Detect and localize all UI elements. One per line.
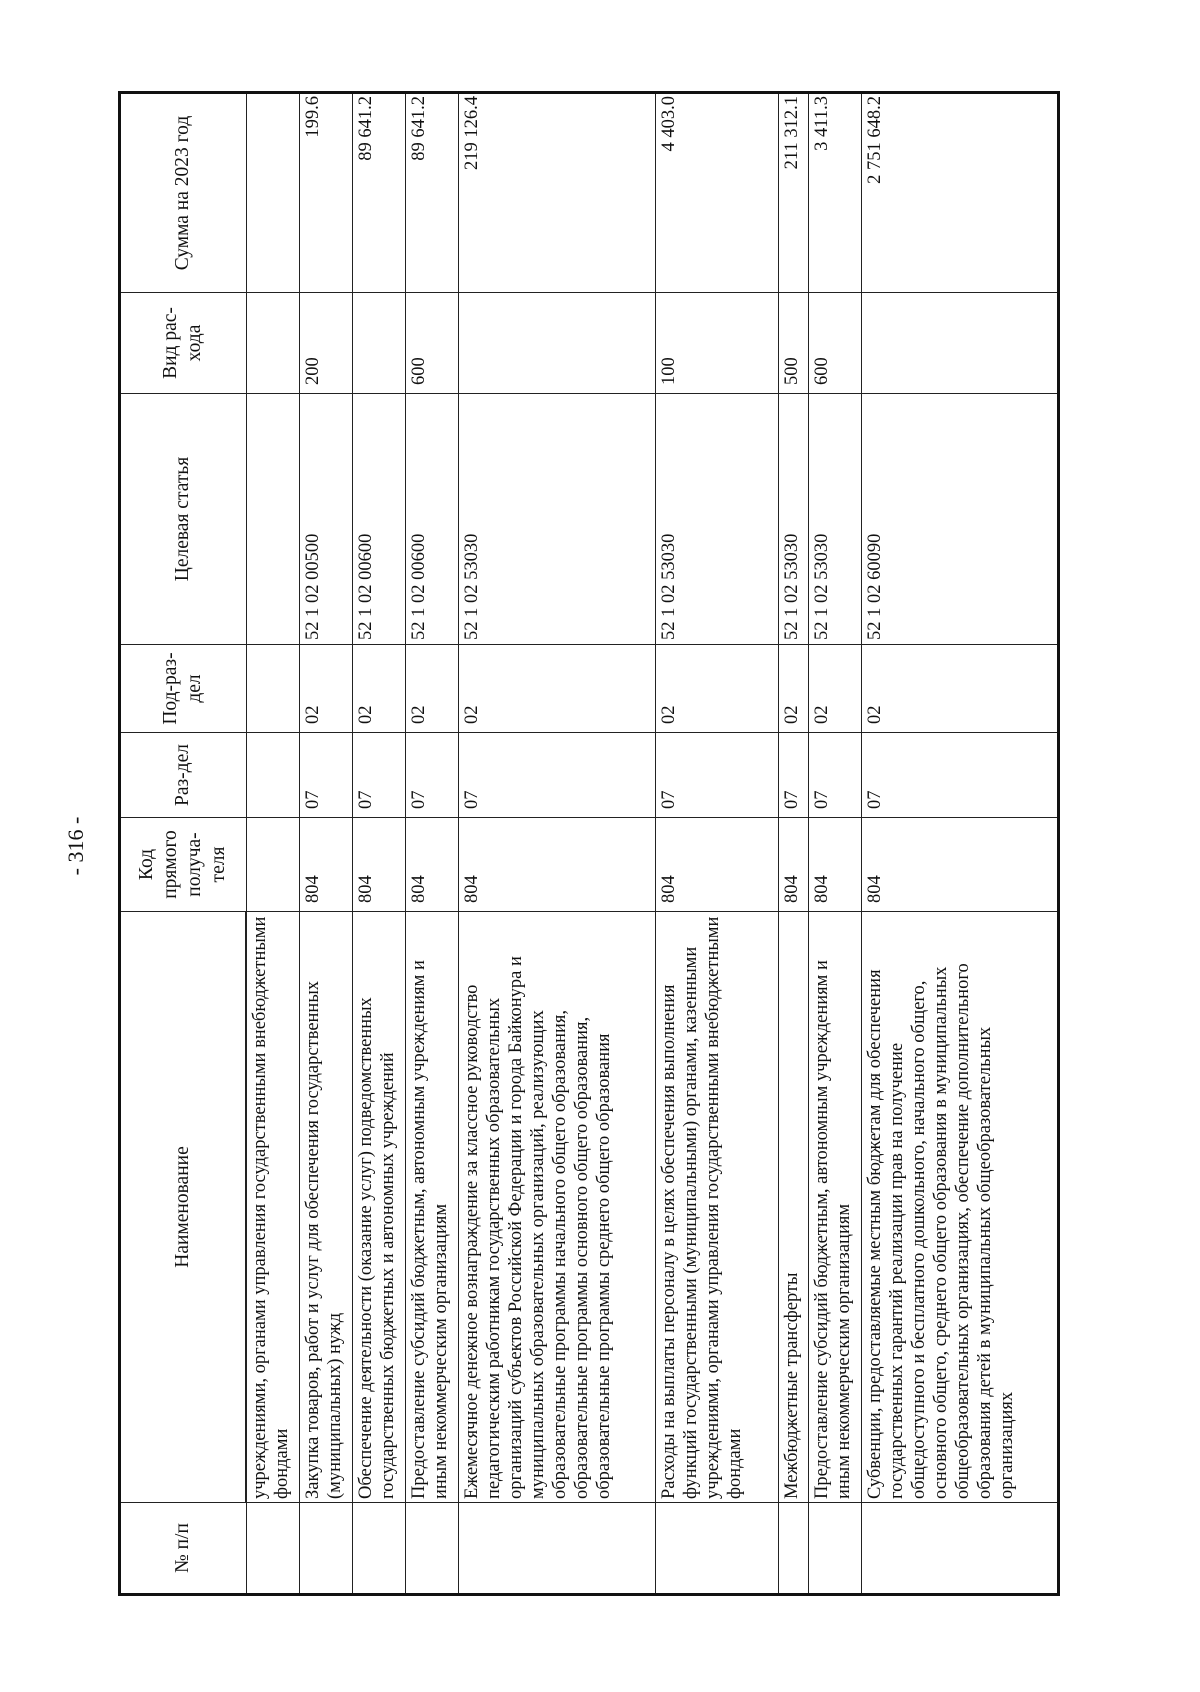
cell-sum: 89 641.2 xyxy=(405,93,458,293)
cell-recipient: 804 xyxy=(778,818,808,912)
header-recipient: Код прямого получа-теля xyxy=(120,818,247,912)
table-row xyxy=(778,93,808,1595)
cell-subsection: 02 xyxy=(458,645,655,733)
cell-recipient: 804 xyxy=(808,818,861,912)
cell-name: Ежемесячное денежное вознаграждение за классное руководство педагогическим работникам государственных образовательных организаций субъектов Российской Федерации и города Байконура и муниципальных образовательных организаций, реализующих образовательные программы начального общего образования, образовательные программы основного общего образования, образовательные программы среднего общего образования xyxy=(458,912,655,1503)
cell-name: Межбюджетные трансферты xyxy=(778,912,808,1503)
cell-section: 07 xyxy=(778,733,808,818)
cell-section: 07 xyxy=(352,733,405,818)
cell-target: 52 1 02 00600 xyxy=(405,394,458,645)
cell-expense: 500 xyxy=(778,293,808,394)
cell-recipient: 804 xyxy=(352,818,405,912)
cell-subsection: 02 xyxy=(352,645,405,733)
cell-expense: 600 xyxy=(405,293,458,394)
budget-table xyxy=(118,91,1060,1596)
header-num: № п/п xyxy=(120,1503,247,1595)
cell-name: учреждениями, органами управления государственными внебюджетными фондами xyxy=(246,912,299,1503)
cell-sum: 4 403.0 xyxy=(655,93,778,293)
cell-num xyxy=(861,1503,1058,1595)
cell-section xyxy=(246,733,299,818)
cell-sum: 211 312.1 xyxy=(778,93,808,293)
table-row xyxy=(655,93,778,1595)
header-sum: Сумма на 2023 год xyxy=(120,93,247,293)
header-expense: Вид рас-хода xyxy=(120,293,247,394)
cell-section: 07 xyxy=(405,733,458,818)
cell-num xyxy=(808,1503,861,1595)
cell-target: 52 1 02 00600 xyxy=(352,394,405,645)
cell-subsection: 02 xyxy=(405,645,458,733)
cell-target: 52 1 02 53030 xyxy=(458,394,655,645)
table-row xyxy=(405,93,458,1595)
cell-sum: 219 126.4 xyxy=(458,93,655,293)
cell-num xyxy=(246,1503,299,1595)
table-row xyxy=(458,93,655,1595)
cell-name: Расходы на выплаты персоналу в целях обеспечения выполнения функций государственными (муниципальными) органами, казенными учреждениями, органами управления государственными внебюджетными фондами xyxy=(655,912,778,1503)
table-row xyxy=(861,93,1058,1595)
cell-num xyxy=(352,1503,405,1595)
cell-num xyxy=(405,1503,458,1595)
cell-recipient: 804 xyxy=(458,818,655,912)
cell-section: 07 xyxy=(808,733,861,818)
cell-subsection: 02 xyxy=(861,645,1058,733)
cell-recipient: 804 xyxy=(655,818,778,912)
table-row xyxy=(299,93,352,1595)
cell-expense xyxy=(458,293,655,394)
page-number: - 316 - xyxy=(63,816,88,876)
cell-num xyxy=(655,1503,778,1595)
table-row xyxy=(352,93,405,1595)
header-section: Раз-дел xyxy=(120,733,247,818)
cell-sum: 3 411.3 xyxy=(808,93,861,293)
header-name: Наименование xyxy=(120,912,247,1503)
cell-subsection: 02 xyxy=(778,645,808,733)
cell-expense xyxy=(861,293,1058,394)
cell-target: 52 1 02 60090 xyxy=(861,394,1058,645)
cell-name: Предоставление субсидий бюджетным, автономным учреждениям и иным некоммерческим организациям xyxy=(808,912,861,1503)
rotated-table-wrapper xyxy=(118,94,1060,1596)
cell-target: 52 1 02 53030 xyxy=(655,394,778,645)
cell-name: Субвенции, предоставляемые местным бюджетам для обеспечения государственных гарантий реализации прав на получение общедоступного и бесплатного дошкольного, начального общего, основного общего, среднего общего образования в муниципальных общеобразовательных организациях, обеспечение дополнительного образования детей в муниципальных общеобразовательных организациях xyxy=(861,912,1058,1503)
cell-target: 52 1 02 53030 xyxy=(808,394,861,645)
table-row xyxy=(808,93,861,1595)
cell-expense xyxy=(352,293,405,394)
cell-subsection: 02 xyxy=(299,645,352,733)
cell-recipient xyxy=(246,818,299,912)
cell-target: 52 1 02 00500 xyxy=(299,394,352,645)
cell-sum: 199.6 xyxy=(299,93,352,293)
cell-section: 07 xyxy=(299,733,352,818)
cell-num xyxy=(299,1503,352,1595)
cell-expense: 200 xyxy=(299,293,352,394)
cell-subsection xyxy=(246,645,299,733)
header-target: Целевая статья xyxy=(120,394,247,645)
header-subsection: Под-раз-дел xyxy=(120,645,247,733)
cell-target: 52 1 02 53030 xyxy=(778,394,808,645)
cell-sum xyxy=(246,93,299,293)
cell-expense xyxy=(246,293,299,394)
cell-section: 07 xyxy=(655,733,778,818)
cell-expense: 100 xyxy=(655,293,778,394)
cell-section: 07 xyxy=(861,733,1058,818)
cell-target xyxy=(246,394,299,645)
cell-subsection: 02 xyxy=(808,645,861,733)
cell-subsection: 02 xyxy=(655,645,778,733)
table-header-row xyxy=(120,93,247,1595)
cell-expense: 600 xyxy=(808,293,861,394)
cell-name: Закупка товаров, работ и услуг для обеспечения государственных (муниципальных) нужд xyxy=(299,912,352,1503)
cell-sum: 2 751 648.2 xyxy=(861,93,1058,293)
cell-recipient: 804 xyxy=(299,818,352,912)
cell-recipient: 804 xyxy=(861,818,1058,912)
table-row xyxy=(246,93,299,1595)
cell-section: 07 xyxy=(458,733,655,818)
cell-num xyxy=(778,1503,808,1595)
cell-recipient: 804 xyxy=(405,818,458,912)
cell-sum: 89 641.2 xyxy=(352,93,405,293)
cell-name: Обеспечение деятельности (оказание услуг) подведомственных государственных бюджетных и автономных учреждений xyxy=(352,912,405,1503)
cell-name: Предоставление субсидий бюджетным, автономным учреждениям и иным некоммерческим организациям xyxy=(405,912,458,1503)
cell-num xyxy=(458,1503,655,1595)
